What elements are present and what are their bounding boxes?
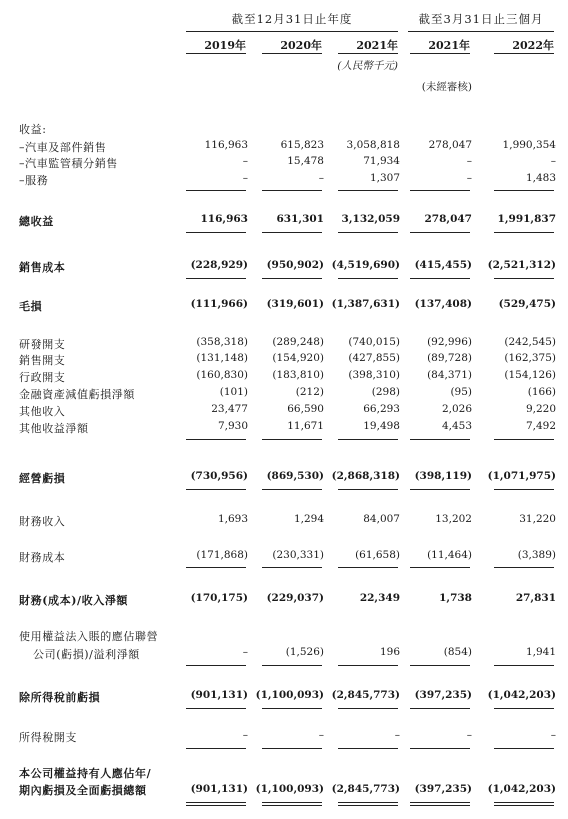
table-cell: (529,475) — [498, 298, 556, 310]
table-cell: 1,307 — [369, 172, 400, 184]
table-cell: (398,310) — [348, 369, 400, 381]
rule-line — [494, 489, 554, 490]
rule-line — [494, 439, 554, 440]
column-header-2020: 2020年 — [280, 39, 322, 52]
rule-line — [410, 567, 470, 568]
rule-line — [494, 232, 554, 233]
column-rule-2022-q1 — [494, 53, 554, 54]
table-cell: (289,248) — [272, 336, 324, 348]
column-header-2021-q1: 2021年 — [428, 39, 470, 52]
row-label-continued: 公司(虧損)/溢利淨額 — [33, 648, 140, 661]
row-label: 所得稅開支 — [19, 731, 77, 744]
rule-line — [262, 665, 322, 666]
table-cell: – — [318, 729, 324, 741]
table-cell: 278,047 — [424, 213, 472, 225]
table-cell: – — [466, 172, 472, 184]
rule-line — [262, 748, 322, 749]
table-cell: 19,498 — [363, 420, 400, 432]
rule-line — [186, 665, 246, 666]
rule-line — [186, 489, 246, 490]
table-cell: (4,519,690) — [331, 259, 400, 271]
table-cell: (212) — [295, 386, 324, 398]
column-header-2021: 2021年 — [356, 39, 398, 52]
header-group-rule-2 — [408, 31, 554, 32]
column-header-2022-q1: 2022年 — [512, 39, 554, 52]
table-cell: (427,855) — [348, 352, 400, 364]
table-cell: (740,015) — [348, 336, 400, 348]
table-cell: (1,526) — [285, 646, 324, 658]
table-cell: (230,331) — [272, 549, 324, 561]
rule-line-double — [186, 805, 246, 806]
table-cell: – — [242, 155, 248, 167]
table-cell: 1,483 — [525, 172, 556, 184]
row-label: 銷售開支 — [19, 354, 66, 367]
table-cell: (171,868) — [196, 549, 248, 561]
table-cell: (162,375) — [504, 352, 556, 364]
row-label: 金融資產減值虧損淨額 — [19, 388, 135, 401]
table-cell: 3,132,059 — [341, 213, 400, 225]
table-cell: 7,930 — [217, 420, 248, 432]
table-cell: – — [394, 729, 400, 741]
table-cell: (2,521,312) — [487, 259, 556, 271]
rule-line — [186, 190, 246, 191]
table-cell: (730,956) — [190, 470, 248, 482]
table-cell: 1,738 — [439, 592, 472, 604]
table-cell: 66,590 — [287, 403, 324, 415]
rule-line — [186, 439, 246, 440]
table-cell: (397,235) — [414, 783, 472, 795]
row-label: 財務收入 — [19, 515, 66, 528]
column-header-2019: 2019年 — [204, 39, 246, 52]
rule-line — [262, 708, 322, 709]
rule-line — [338, 567, 398, 568]
row-label: 毛損 — [19, 300, 43, 313]
row-label: 財務(成本)/收入淨額 — [19, 594, 129, 607]
row-label: –汽車及部件銷售 — [19, 141, 107, 154]
rule-line — [262, 439, 322, 440]
rule-line — [338, 232, 398, 233]
rule-line — [410, 439, 470, 440]
table-cell: 1,941 — [525, 646, 556, 658]
table-cell: (397,235) — [414, 689, 472, 701]
rule-line — [410, 665, 470, 666]
column-rule-2019 — [186, 53, 246, 54]
table-cell: (154,126) — [504, 369, 556, 381]
table-cell: – — [466, 729, 472, 741]
table-cell: 2,026 — [441, 403, 472, 415]
table-cell: 23,477 — [211, 403, 248, 415]
table-cell: (1,100,093) — [255, 689, 324, 701]
table-cell: 7,492 — [525, 420, 556, 432]
table-cell: (869,530) — [266, 470, 324, 482]
rule-line — [494, 665, 554, 666]
header-group-year-ended: 截至12月31日止年度 — [231, 12, 353, 26]
row-label: 其他收入 — [19, 405, 66, 418]
rule-line — [186, 232, 246, 233]
rule-line — [410, 190, 470, 191]
table-cell: (183,810) — [272, 369, 324, 381]
table-cell: – — [466, 155, 472, 167]
table-cell: (154,920) — [272, 352, 324, 364]
table-cell: (111,966) — [190, 298, 248, 310]
rule-line-double — [262, 805, 322, 806]
rule-line-double — [338, 805, 398, 806]
row-label: –汽車監管積分銷售 — [19, 157, 118, 170]
rule-line — [494, 748, 554, 749]
row-label: 研發開支 — [19, 338, 66, 351]
rule-line — [262, 232, 322, 233]
rule-line — [410, 802, 470, 803]
table-cell: 1,991,837 — [497, 213, 556, 225]
table-cell: 1,294 — [293, 513, 324, 525]
rule-line — [410, 489, 470, 490]
table-cell: (854) — [443, 646, 472, 658]
table-cell: (92,996) — [427, 336, 472, 348]
rule-line — [262, 567, 322, 568]
table-cell: (901,131) — [190, 689, 248, 701]
row-label: 本公司權益持有人應佔年/ — [19, 767, 152, 780]
rule-line — [338, 439, 398, 440]
rule-line — [494, 567, 554, 568]
table-cell: (84,371) — [427, 369, 472, 381]
table-cell: (1,071,975) — [487, 470, 556, 482]
table-cell: (950,902) — [266, 259, 324, 271]
row-label: 銷售成本 — [19, 261, 66, 274]
rule-line — [410, 708, 470, 709]
header-group-rule-1 — [186, 31, 398, 32]
table-cell: 13,202 — [435, 513, 472, 525]
row-label: 財務成本 — [19, 551, 66, 564]
table-cell: (229,037) — [266, 592, 324, 604]
row-label: 總收益 — [19, 215, 54, 228]
rule-line — [186, 278, 246, 279]
table-cell: (137,408) — [414, 298, 472, 310]
table-cell: 15,478 — [287, 155, 324, 167]
rule-line — [410, 278, 470, 279]
table-cell: 3,058,818 — [346, 139, 400, 151]
table-cell: (89,728) — [427, 352, 472, 364]
table-cell: 116,963 — [200, 213, 248, 225]
rule-line-double — [410, 805, 470, 806]
rule-line — [338, 708, 398, 709]
column-rule-2020 — [262, 53, 322, 54]
table-cell: (1,042,203) — [487, 783, 556, 795]
row-label: 其他收益淨額 — [19, 422, 89, 435]
table-cell: (398,119) — [414, 470, 472, 482]
table-cell: (3,389) — [517, 549, 556, 561]
table-cell: 31,220 — [519, 513, 556, 525]
table-cell: (2,868,318) — [331, 470, 400, 482]
rule-line — [410, 232, 470, 233]
table-cell: 22,349 — [359, 592, 400, 604]
rule-line — [186, 748, 246, 749]
table-cell: (1,100,093) — [255, 783, 324, 795]
table-cell: 11,671 — [287, 420, 324, 432]
rule-line — [494, 708, 554, 709]
table-cell: 615,823 — [280, 139, 324, 151]
rule-line — [338, 748, 398, 749]
table-cell: (319,601) — [266, 298, 324, 310]
row-label: –服務 — [19, 174, 49, 187]
table-cell: (298) — [371, 386, 400, 398]
table-cell: (131,148) — [196, 352, 248, 364]
rule-line — [186, 802, 246, 803]
rule-line — [262, 802, 322, 803]
column-rule-2021 — [338, 53, 398, 54]
rule-line — [494, 190, 554, 191]
table-cell: (358,318) — [196, 336, 248, 348]
rule-line — [186, 567, 246, 568]
table-cell: (11,464) — [427, 549, 472, 561]
rule-line — [262, 190, 322, 191]
row-label: 行政開支 — [19, 371, 66, 384]
table-cell: (228,929) — [190, 259, 248, 271]
table-cell: (415,455) — [414, 259, 472, 271]
table-cell: 196 — [379, 646, 400, 658]
row-label: 除所得稅前虧損 — [19, 691, 101, 704]
table-cell: (2,845,773) — [331, 783, 400, 795]
header-group-three-months: 截至3月31日止三個月 — [418, 12, 544, 26]
table-cell: 631,301 — [276, 213, 324, 225]
rule-line — [410, 748, 470, 749]
table-cell: 66,293 — [363, 403, 400, 415]
rule-line — [338, 489, 398, 490]
table-cell: 1,990,354 — [502, 139, 556, 151]
table-cell: 116,963 — [204, 139, 248, 151]
table-cell: – — [242, 646, 248, 658]
row-label: 收益: — [19, 123, 47, 136]
table-cell: (901,131) — [190, 783, 248, 795]
table-cell: (1,042,203) — [487, 689, 556, 701]
table-cell: (242,545) — [504, 336, 556, 348]
table-cell: (166) — [527, 386, 556, 398]
table-cell: – — [550, 729, 556, 741]
table-cell: 27,831 — [515, 592, 556, 604]
table-cell: 71,934 — [363, 155, 400, 167]
table-cell: (160,830) — [196, 369, 248, 381]
table-cell: – — [242, 172, 248, 184]
table-cell: 9,220 — [525, 403, 556, 415]
table-cell: (61,658) — [355, 549, 400, 561]
table-cell: (1,387,631) — [331, 298, 400, 310]
table-cell: – — [242, 729, 248, 741]
row-label-continued: 期內虧損及全面虧損總額 — [19, 784, 147, 797]
currency-note: (人民幣千元) — [337, 60, 398, 72]
unaudited-note: (未經審核) — [421, 81, 472, 93]
row-label: 經營虧損 — [19, 472, 66, 485]
rule-line — [262, 489, 322, 490]
table-cell: (170,175) — [190, 592, 248, 604]
table-cell: – — [318, 172, 324, 184]
rule-line — [186, 708, 246, 709]
rule-line — [338, 665, 398, 666]
table-cell: 1,693 — [217, 513, 248, 525]
table-cell: (95) — [450, 386, 472, 398]
rule-line — [338, 190, 398, 191]
rule-line — [338, 802, 398, 803]
table-cell: 278,047 — [428, 139, 472, 151]
column-rule-2021-q1 — [410, 53, 470, 54]
rule-line — [338, 278, 398, 279]
table-cell: 4,453 — [441, 420, 472, 432]
row-label: 使用權益法入賬的應佔聯營 — [19, 630, 159, 643]
table-cell: – — [550, 155, 556, 167]
rule-line — [494, 278, 554, 279]
table-cell: 84,007 — [363, 513, 400, 525]
table-cell: (2,845,773) — [331, 689, 400, 701]
rule-line — [494, 802, 554, 803]
rule-line-double — [494, 805, 554, 806]
rule-line — [262, 278, 322, 279]
table-cell: (101) — [219, 386, 248, 398]
